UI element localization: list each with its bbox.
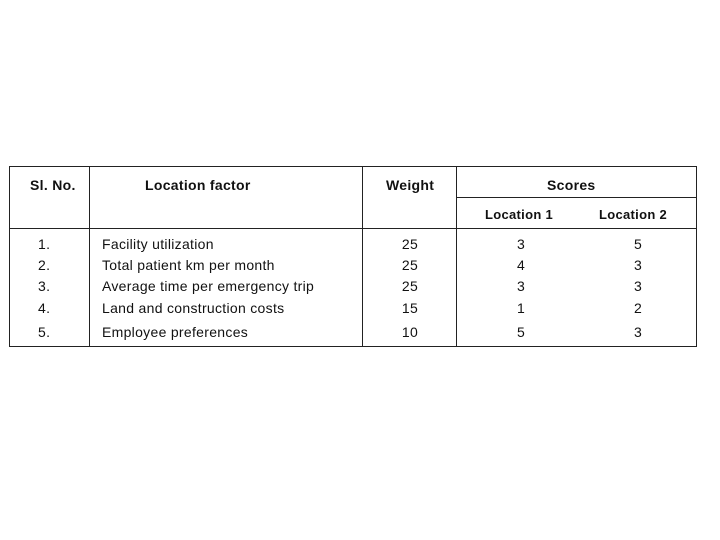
cell-location-2-score: 5 — [633, 236, 643, 252]
header-sl-no: Sl. No. — [30, 177, 76, 193]
cell-sl-no: 2. — [38, 257, 51, 273]
cell-weight: 25 — [401, 257, 419, 273]
cell-location-2-score: 3 — [633, 278, 643, 294]
scores-subheader-divider — [457, 197, 696, 198]
table-row — [10, 278, 696, 298]
cell-weight: 25 — [401, 278, 419, 294]
cell-location-1-score: 3 — [516, 236, 526, 252]
cell-location-factor: Employee preferences — [102, 324, 249, 340]
cell-location-1-score: 1 — [516, 300, 526, 316]
cell-sl-no: 5. — [38, 324, 51, 340]
header-location-factor: Location factor — [145, 177, 251, 193]
cell-location-2-score: 3 — [633, 324, 643, 340]
header-location-2: Location 2 — [599, 207, 668, 222]
cell-sl-no: 4. — [38, 300, 51, 316]
table-row — [10, 324, 696, 344]
cell-location-1-score: 5 — [516, 324, 526, 340]
cell-location-1-score: 4 — [516, 257, 526, 273]
cell-location-2-score: 3 — [633, 257, 643, 273]
cell-location-factor: Land and construction costs — [102, 300, 285, 316]
header-weight: Weight — [386, 177, 435, 193]
cell-location-2-score: 2 — [633, 300, 643, 316]
header-location-1: Location 1 — [485, 207, 554, 222]
location-factor-table — [9, 166, 697, 347]
cell-weight: 15 — [401, 300, 419, 316]
cell-weight: 10 — [401, 324, 419, 340]
table-row — [10, 300, 696, 320]
cell-location-1-score: 3 — [516, 278, 526, 294]
table-row — [10, 257, 696, 277]
cell-weight: 25 — [401, 236, 419, 252]
table-row — [10, 236, 696, 256]
cell-location-factor: Average time per emergency trip — [102, 278, 315, 294]
cell-location-factor: Facility utilization — [102, 236, 214, 252]
cell-sl-no: 1. — [38, 236, 51, 252]
cell-location-factor: Total patient km per month — [102, 257, 275, 273]
header-bottom-divider — [10, 228, 696, 229]
cell-sl-no: 3. — [38, 278, 51, 294]
header-scores: Scores — [547, 177, 596, 193]
